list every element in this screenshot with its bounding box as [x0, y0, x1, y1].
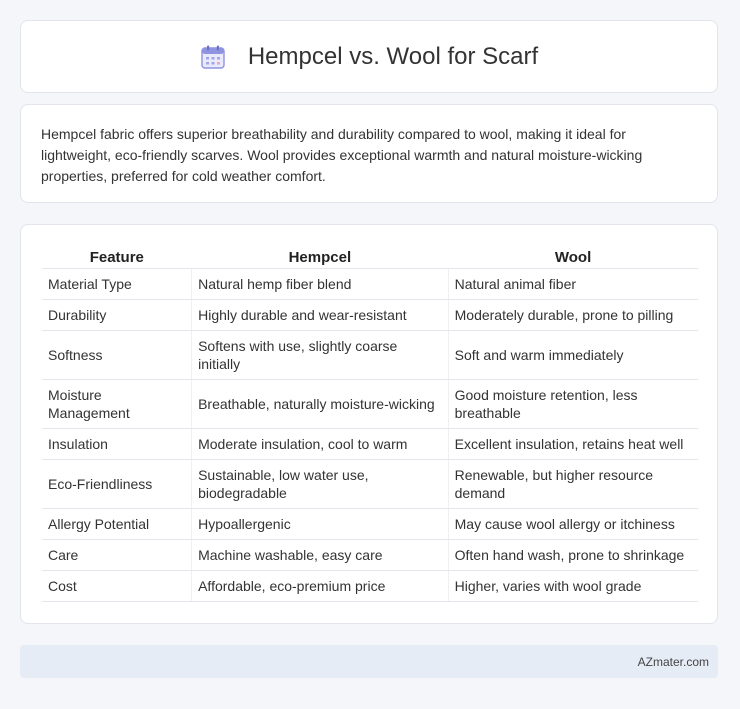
cell-feature: Eco-Friendliness	[42, 460, 192, 509]
summary-card	[20, 104, 718, 203]
cell-wool: Renewable, but higher resource demand	[448, 460, 698, 509]
cell-feature: Care	[42, 540, 192, 571]
table-row	[42, 380, 698, 429]
cell-hempcel: Natural hemp fiber blend	[192, 269, 449, 300]
cell-wool: Natural animal fiber	[448, 269, 698, 300]
summary-text: Hempcel fabric offers superior breathability and durability compared to wool, making it ideal for lightweight, eco-friendly scarves. Wool provides exceptional warmth and natural moisture-wicking properties, preferred for cold weather comfort.	[41, 126, 643, 184]
comparison-table	[42, 245, 698, 602]
table-row	[42, 460, 698, 509]
cell-wool: Higher, varies with wool grade	[448, 571, 698, 602]
cell-wool: May cause wool allergy or itchiness	[448, 509, 698, 540]
table-row	[42, 300, 698, 331]
cell-feature: Allergy Potential	[42, 509, 192, 540]
cell-feature: Insulation	[42, 429, 192, 460]
header-hempcel: Hempcel	[192, 245, 449, 269]
cell-hempcel: Softens with use, slightly coarse initially	[192, 331, 449, 380]
cell-hempcel: Hypoallergenic	[192, 509, 449, 540]
header-feature: Feature	[42, 245, 192, 269]
cell-feature: Material Type	[42, 269, 192, 300]
cell-feature: Softness	[42, 331, 192, 380]
table-row	[42, 429, 698, 460]
table-header-row	[42, 245, 698, 269]
cell-hempcel: Moderate insulation, cool to warm	[192, 429, 449, 460]
calendar-icon	[200, 44, 226, 70]
cell-feature: Durability	[42, 300, 192, 331]
table-row	[42, 331, 698, 380]
comparison-table-card	[20, 224, 718, 624]
cell-wool: Often hand wash, prone to shrinkage	[448, 540, 698, 571]
cell-wool: Moderately durable, prone to pilling	[448, 300, 698, 331]
page-title: Hempcel vs. Wool for Scarf	[247, 42, 539, 70]
title-card	[20, 20, 718, 93]
footer-brand[interactable]: AZmater.com	[637, 654, 709, 669]
cell-feature: Moisture Management	[42, 380, 192, 429]
footer	[20, 645, 718, 678]
cell-hempcel: Machine washable, easy care	[192, 540, 449, 571]
header-wool: Wool	[448, 245, 698, 269]
cell-hempcel: Breathable, naturally moisture-wicking	[192, 380, 449, 429]
cell-wool: Good moisture retention, less breathable	[448, 380, 698, 429]
cell-hempcel: Affordable, eco-premium price	[192, 571, 449, 602]
cell-wool: Excellent insulation, retains heat well	[448, 429, 698, 460]
cell-hempcel: Highly durable and wear-resistant	[192, 300, 449, 331]
table-row	[42, 269, 698, 300]
cell-wool: Soft and warm immediately	[448, 331, 698, 380]
table-row	[42, 571, 698, 602]
cell-hempcel: Sustainable, low water use, biodegradable	[192, 460, 449, 509]
table-row	[42, 509, 698, 540]
cell-feature: Cost	[42, 571, 192, 602]
table-row	[42, 540, 698, 571]
